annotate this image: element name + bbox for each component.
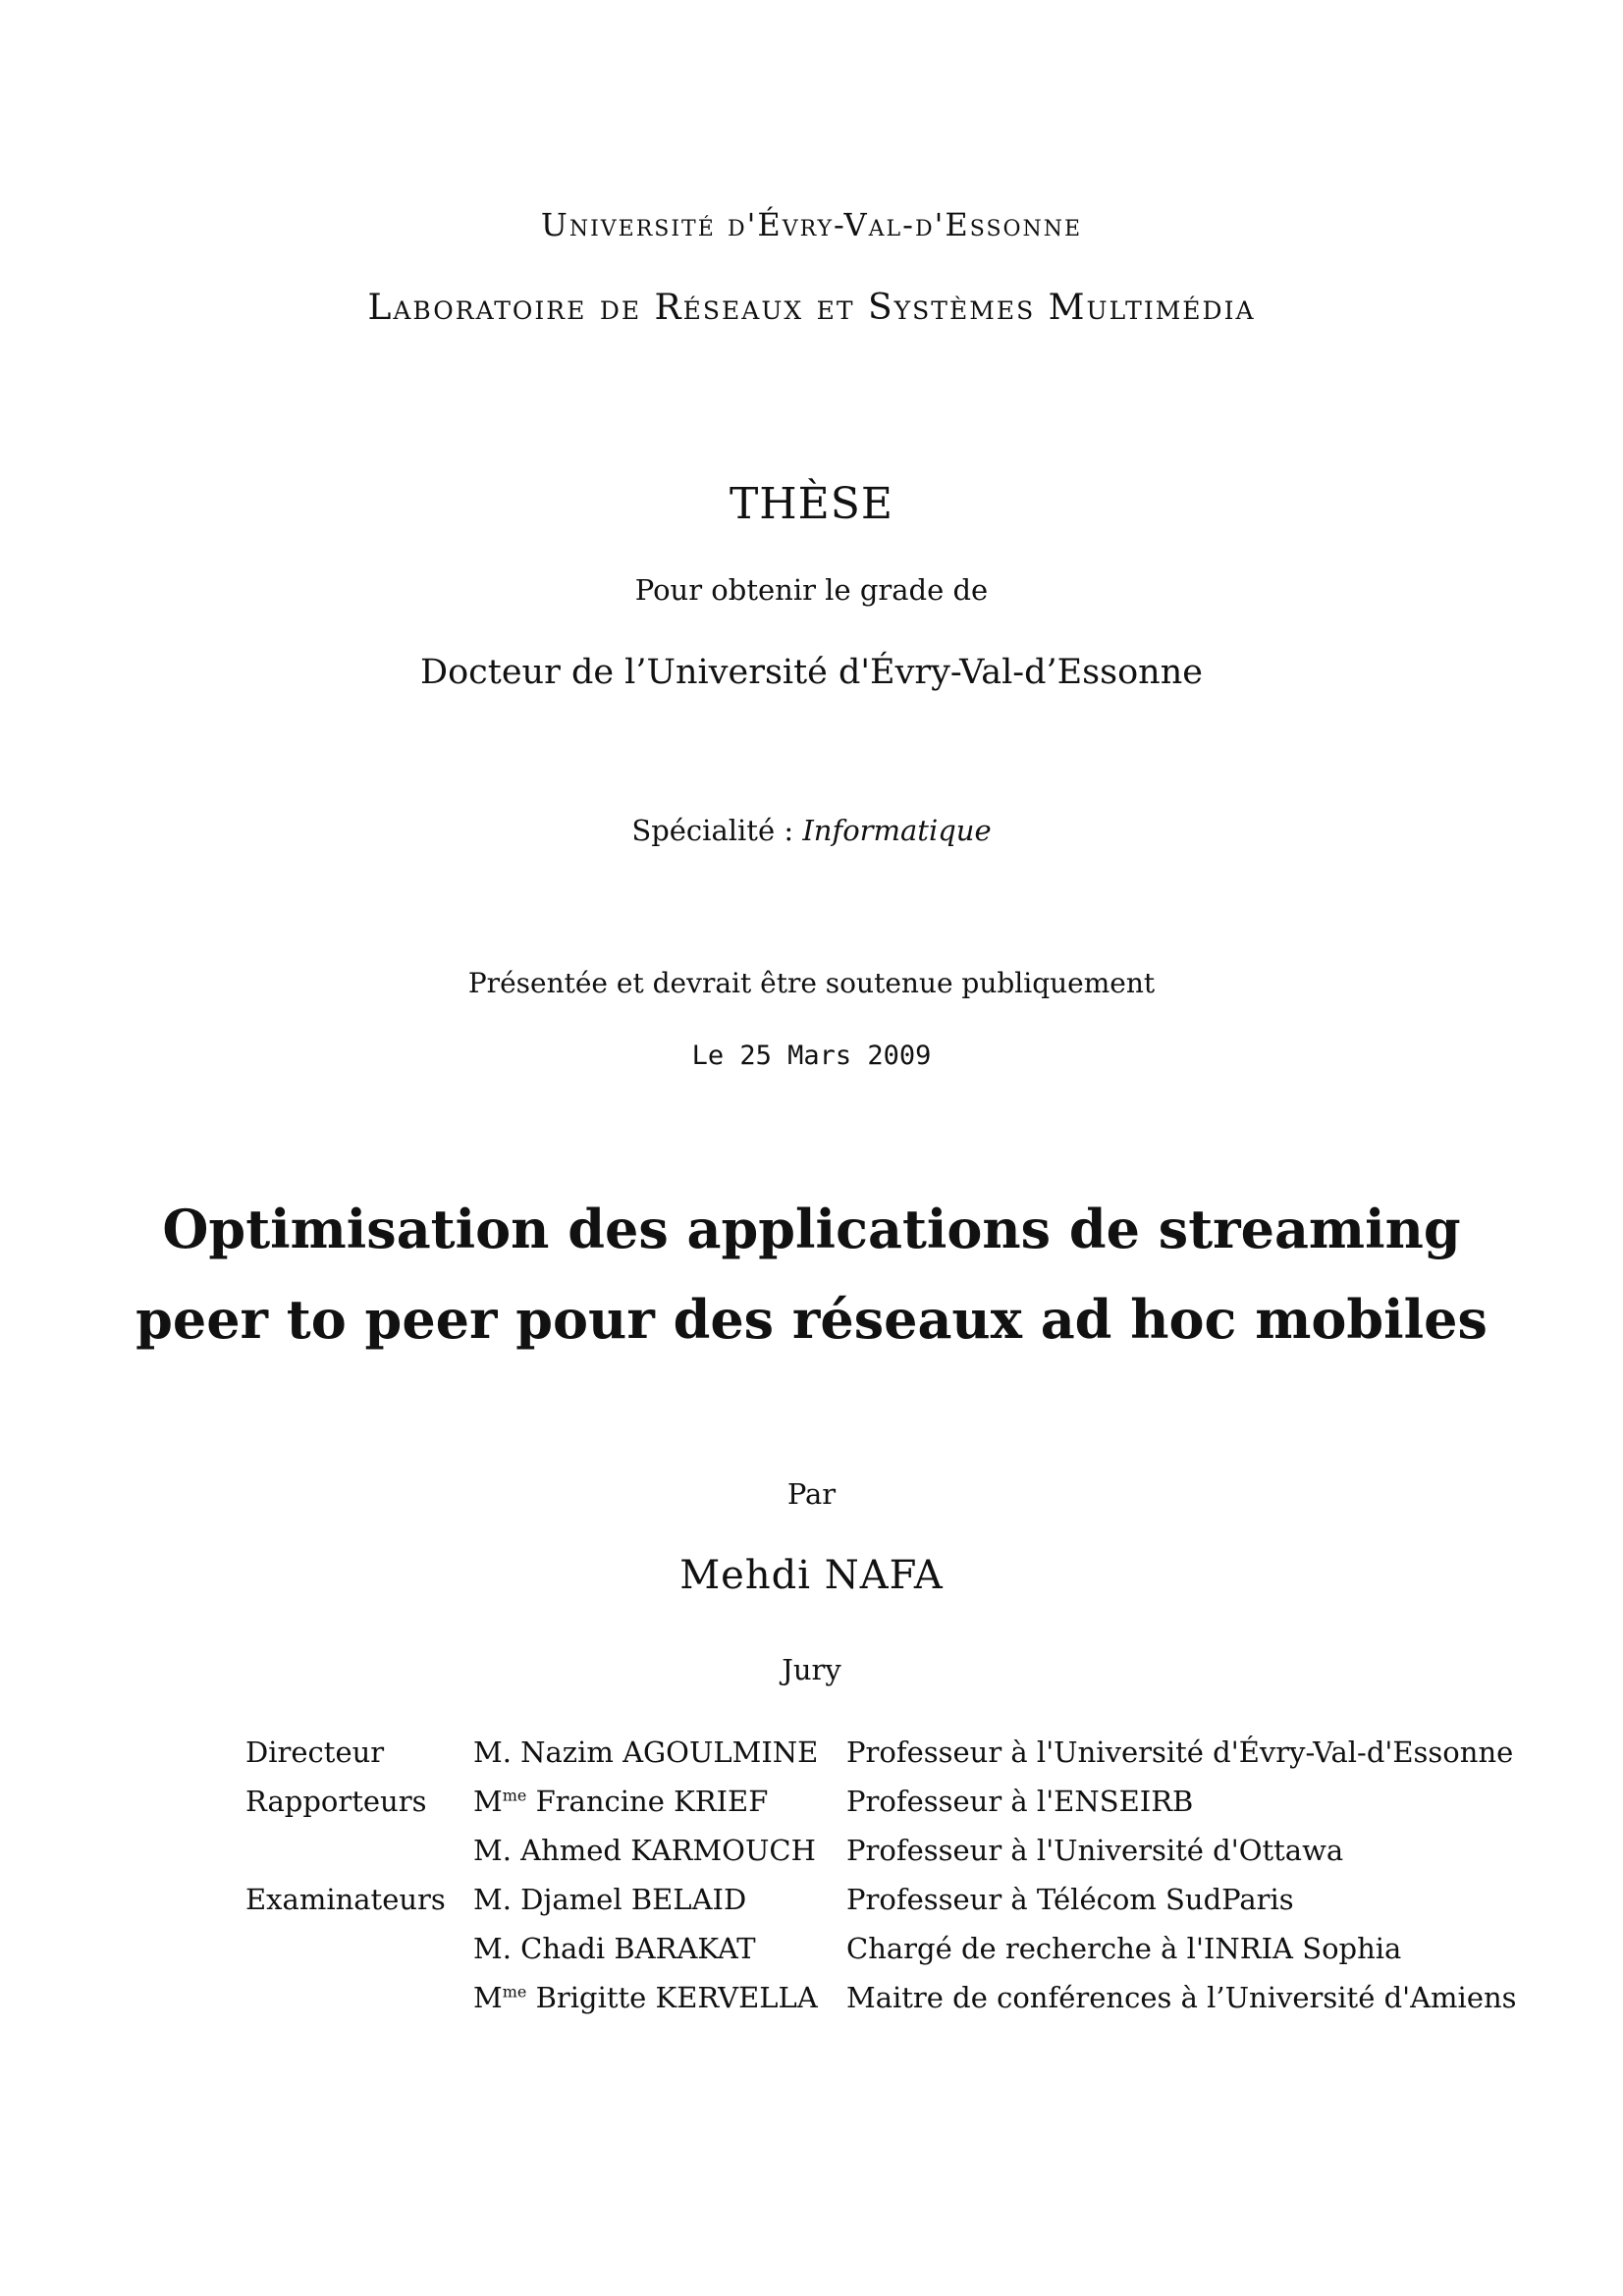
jury-member-name: Nazim AGOULMINE	[520, 1735, 819, 1769]
jury-heading: Jury	[782, 1653, 841, 1686]
jury-member-title: M.	[473, 1883, 512, 1916]
jury-member	[473, 1728, 846, 1777]
jury-member	[473, 1826, 846, 1875]
jury-role	[245, 1826, 473, 1875]
jury-affiliation: Maitre de conférences à l’Université d'Amiens	[846, 1981, 1517, 2014]
jury-member-title: M.	[473, 1932, 512, 1965]
jury-affiliation: Professeur à l'ENSEIRB	[846, 1785, 1194, 1818]
jury-member-name: Ahmed KARMOUCH	[520, 1834, 816, 1867]
jury-row	[245, 1777, 1517, 1826]
jury-member	[473, 1777, 846, 1826]
jury-row	[245, 1924, 1517, 1973]
grade-intro: Pour obtenir le grade de	[634, 573, 989, 607]
author-name: Mehdi NAFA	[679, 1553, 944, 1598]
jury-member-name: Djamel BELAID	[520, 1883, 747, 1916]
specialite	[0, 814, 1623, 847]
jury-member-title: M.	[473, 1834, 512, 1867]
jury-role: Rapporteurs	[245, 1785, 427, 1818]
defense-date: Le 25 Mars 2009	[691, 1041, 932, 1071]
document-type-heading: THÈSE	[729, 479, 894, 529]
specialite-value: Informatique	[802, 814, 992, 847]
jury-member-title: M.	[473, 1735, 512, 1769]
jury-role	[245, 1924, 473, 1973]
jury-member-name: Francine KRIEF	[535, 1785, 769, 1818]
thesis-title-line-1: Optimisation des applications de streaming	[162, 1198, 1461, 1260]
jury-row	[245, 1826, 1517, 1875]
jury-role: Examinateurs	[245, 1883, 446, 1916]
jury-member	[473, 1875, 846, 1924]
jury-row	[245, 1875, 1517, 1924]
jury-role	[245, 1973, 473, 2022]
jury-table	[245, 1728, 1517, 2022]
jury-affiliation: Professeur à l'Université d'Évry-Val-d'Essonne	[846, 1735, 1514, 1769]
jury-member-name: Chadi BARAKAT	[520, 1932, 756, 1965]
jury-member-title: M	[473, 1981, 503, 2014]
thesis-title-line-2: peer to peer pour des réseaux ad hoc mobiles	[135, 1288, 1488, 1351]
jury-row	[245, 1973, 1517, 2022]
jury-member	[473, 1973, 846, 2022]
by-label: Par	[786, 1477, 837, 1511]
jury-member-title-suffix: me	[502, 1982, 527, 2002]
jury-affiliation: Professeur à l'Université d'Ottawa	[846, 1834, 1344, 1867]
presentation-note: Présentée et devrait être soutenue publiquement	[467, 967, 1156, 999]
jury-role: Directeur	[245, 1735, 385, 1769]
jury-affiliation: Chargé de recherche à l'INRIA Sophia	[846, 1932, 1402, 1965]
jury-member-name: Brigitte KERVELLA	[535, 1981, 818, 2014]
grade: Docteur de l’Université d'Évry-Val-d’Essonne	[420, 653, 1203, 692]
specialite-label: Spécialité :	[631, 814, 794, 847]
jury-member	[473, 1924, 846, 1973]
laboratory-name: Laboratoire de Réseaux et Systèmes Multimédia	[367, 288, 1256, 328]
jury-affiliation: Professeur à Télécom SudParis	[846, 1883, 1294, 1916]
jury-row	[245, 1728, 1517, 1777]
jury-member-title: M	[473, 1785, 503, 1818]
university-name: Université d'Évry-Val-d'Essonne	[540, 206, 1083, 243]
jury-member-title-suffix: me	[502, 1786, 527, 1805]
